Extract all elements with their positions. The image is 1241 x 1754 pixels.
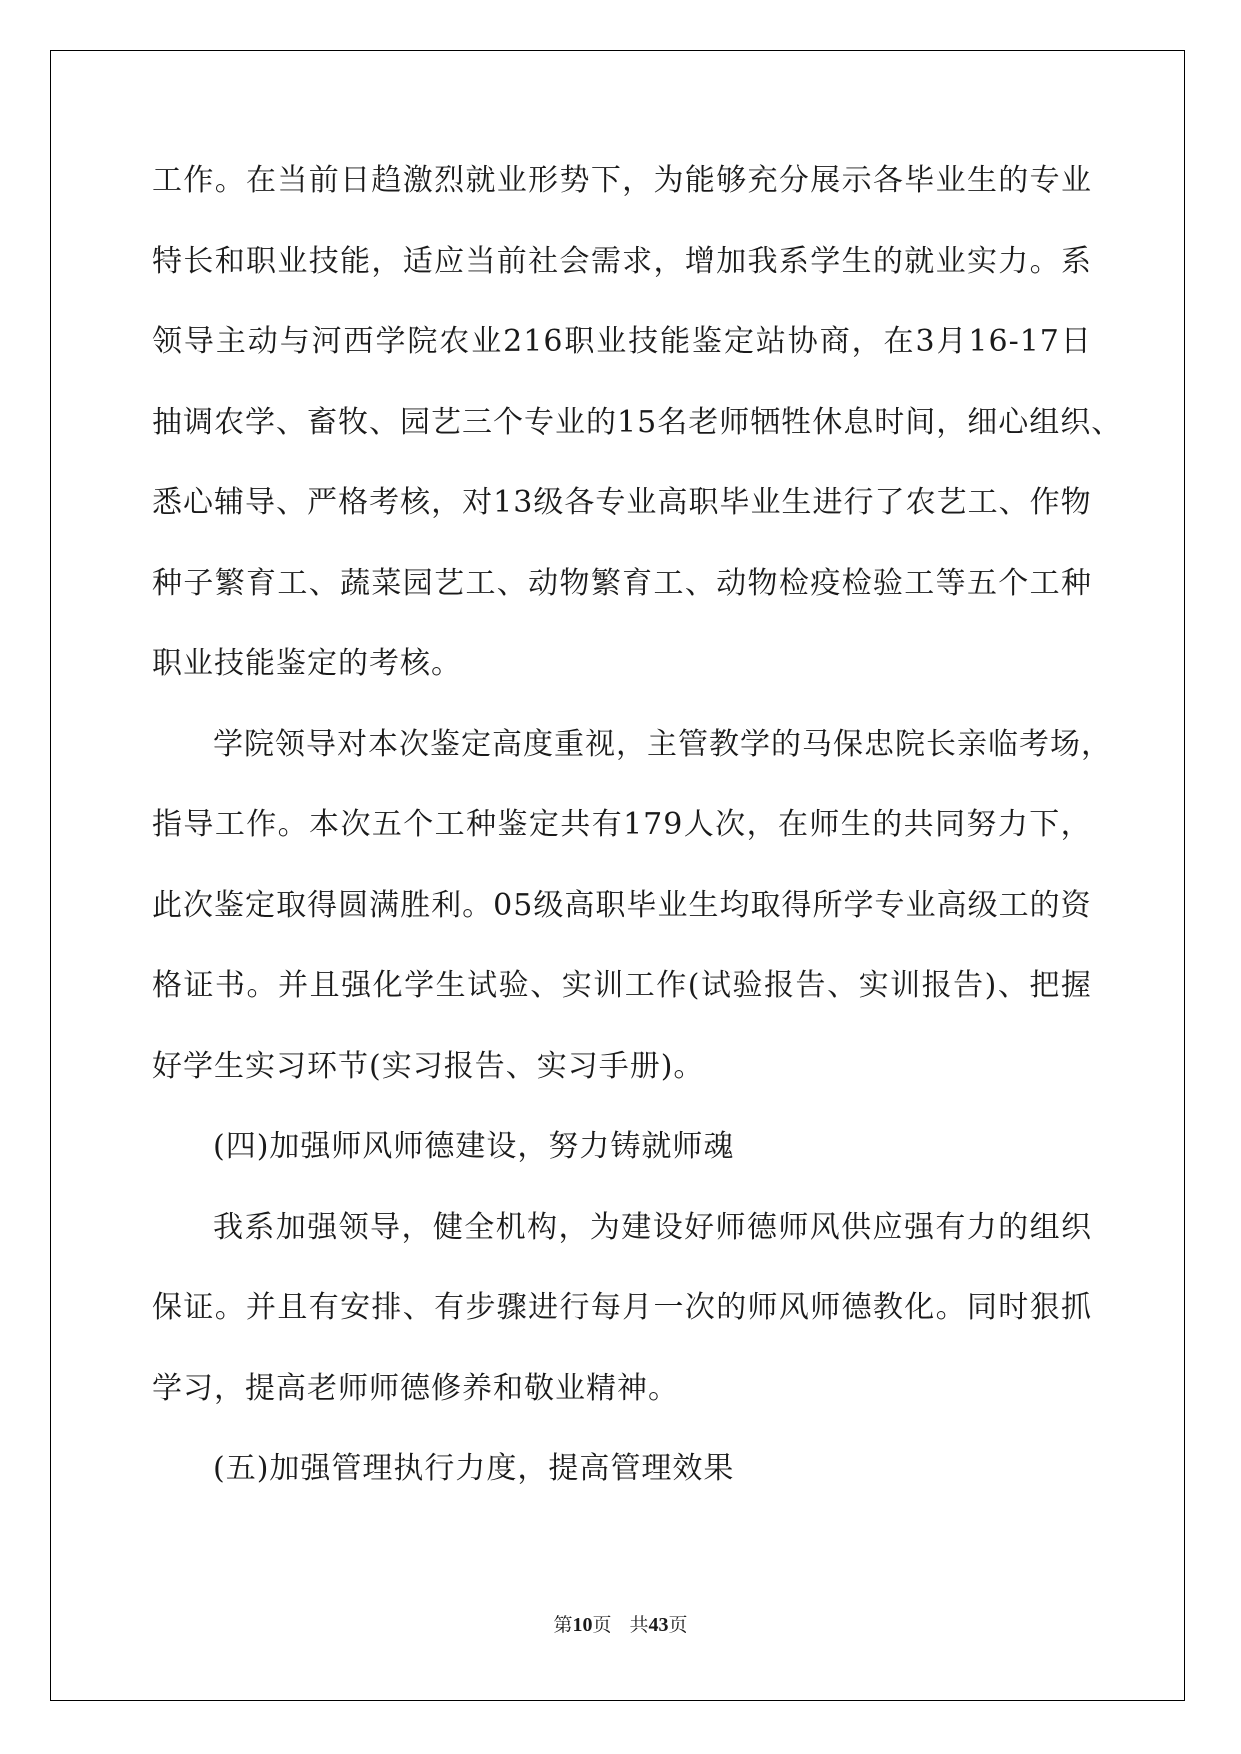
page-footer (0, 1610, 1241, 1637)
text-line: 保 证 。 并 且 有 安 排 、 有 步 骤 进 行 每 月 一 次 的 师 风 师 德 教 化 。 同 时 狠 抓 (152, 1290, 1092, 1325)
section-heading: (五)加强管理执行力度，提高管理效果 (213, 1451, 735, 1486)
text-line: 学习，提高老师师德修养和敬业精神。 (152, 1370, 679, 1406)
text-line: 抽 调 农 学 、 畜 牧 、 园 艺 三 个 专 业 的 15 名 老 师 牺 牲 休 息 时 间 ， 细 心 组 织 、 (152, 404, 1123, 440)
page-suffix: 页 (592, 1614, 612, 1636)
section-heading: (四)加强师风师德建设，努力铸就师魂 (213, 1129, 735, 1164)
text-line: 特 长 和 职 业 技 能 ， 适 应 当 前 社 会 需 求 ， 增 加 我 系 学 生 的 就 业 实 力 。 系 (152, 243, 1092, 279)
document-body (152, 163, 1123, 1532)
text-line: 领 导 主 动 与 河 西 学 院 农 业 216 职 业 技 能 鉴 定 站 协 商 ， 在 3 月 16-17 日 (152, 324, 1092, 359)
text-line: 悉 心 辅 导 、 严 格 考 核 ， 对 13 级 各 专 业 高 职 毕 业 生 进 行 了 农 艺 工 、 作 物 (152, 485, 1092, 520)
paragraph-first-line: 学 院 领 导 对 本 次 鉴 定 高 度 重 视 ， 主 管 教 学 的 马 保 忠 院 长 亲 临 考 场 ， (213, 726, 1112, 762)
total-pages: 43 (648, 1614, 669, 1636)
page-prefix: 第 (553, 1614, 573, 1636)
total-suffix: 页 (668, 1614, 688, 1636)
page-number: 10 (572, 1614, 593, 1636)
text-line: 格 证 书 。 并 且 强 化 学 生 试 验 、 实 训 工 作 ( 试 验 报 告 、 实 训 报 告 ) 、 把 握 (152, 968, 1092, 1003)
text-line: 指 导 工 作 。 本 次 五 个 工 种 鉴 定 共 有 179 人 次 ， 在 师 生 的 共 同 努 力 下 ， (152, 807, 1092, 842)
text-line: 此 次 鉴 定 取 得 圆 满 胜 利 。 05 级 高 职 毕 业 生 均 取 得 所 学 专 业 高 级 工 的 资 (152, 887, 1092, 923)
text-line: 好学生实习环节(实习报告、实习手册)。 (152, 1048, 705, 1084)
text-line: 种 子 繁 育 工 、 蔬 菜 园 艺 工 、 动 物 繁 育 工 、 动 物 检 疫 检 验 工 等 五 个 工 种 (152, 565, 1092, 601)
total-prefix: 共 (629, 1614, 649, 1636)
text-line: 职业技能鉴定的考核。 (152, 646, 462, 681)
paragraph-first-line: 我 系 加 强 领 导 ， 健 全 机 构 ， 为 建 设 好 师 德 师 风 供 应 强 有 力 的 组 织 (213, 1209, 1092, 1245)
text-line: 工 作 。 在 当 前 日 趋 激 烈 就 业 形 势 下 ， 为 能 够 充 分 展 示 各 毕 业 生 的 专 业 (152, 163, 1092, 198)
